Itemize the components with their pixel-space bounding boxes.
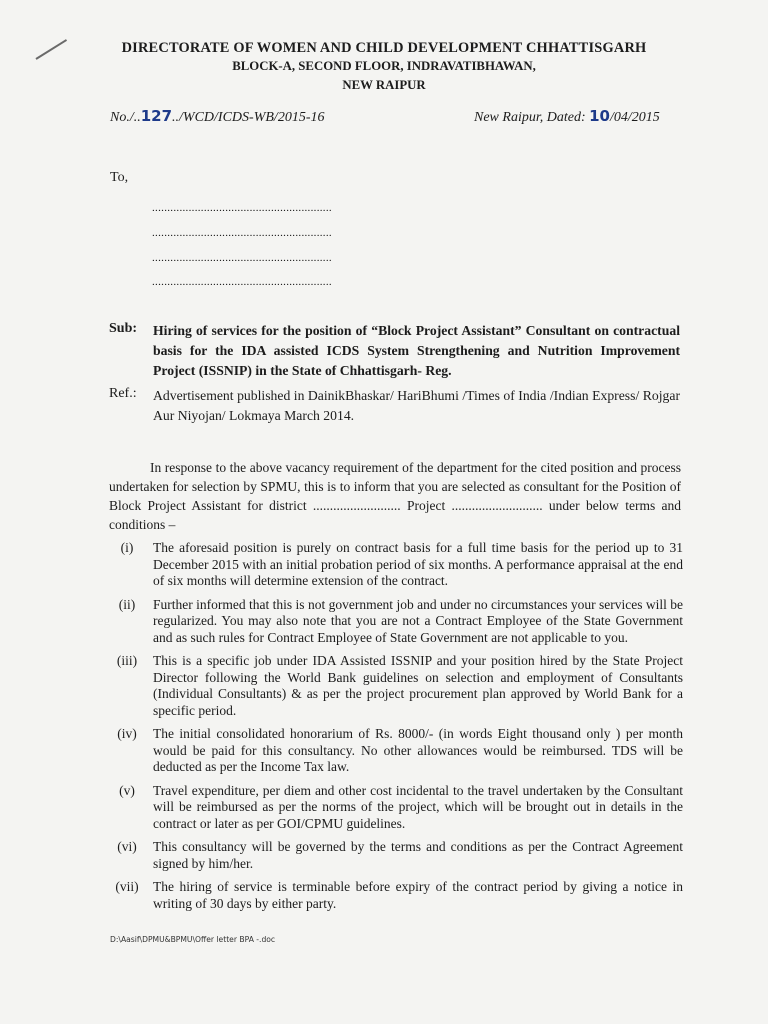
term-text: Travel expenditure, per diem and other cost incidental to the travel undertaken by the Consultant will be reimbursed as per the norms of the project, which will be brought out in details in the contract or later as per GOI/CPMU guidelines.	[153, 782, 683, 831]
reference-date	[474, 107, 660, 126]
reference-prefix: No./..	[110, 110, 141, 125]
reference-suffix: ../WCD/ICDS-WB/2015-16	[172, 110, 325, 125]
term-item	[105, 597, 683, 647]
address-line: ...........................................................	[152, 227, 332, 239]
term-item	[105, 783, 683, 833]
date-suffix: /04/2015	[609, 110, 660, 125]
address-line: ...........................................................	[152, 202, 332, 214]
term-item	[105, 540, 683, 590]
term-text: This consultancy will be governed by the terms and conditions as per the Contract Agreement signed by him/her.	[153, 839, 683, 871]
handwritten-day: 10	[589, 107, 610, 125]
address-line: ...........................................................	[152, 252, 332, 264]
subject-text: Hiring of services for the position of “Block Project Assistant” Consultant on contractual basis for the IDA assisted ICDS System Strengthening and Nutrition Improvement Project (ISSNIP) in the State of Chhattisgarh- Reg.	[153, 323, 680, 378]
file-path-footer: D:\Aasif\DPMU&BPMU\Offer letter BPA -.doc	[110, 935, 276, 944]
term-item	[105, 879, 683, 912]
term-text: The hiring of service is terminable before expiry of the contract period by giving a notice in writing of 30 days by either party.	[153, 879, 683, 911]
term-number: (ii)	[118, 596, 136, 612]
term-number: (iv)	[117, 726, 137, 741]
handwritten-number: 127	[140, 107, 173, 125]
term-text: The aforesaid position is purely on contract basis for a full time basis for the period up to 31 December 2015 with an initial probation period of six months. A performance appraisal at the end of six months will determine extension of the contract.	[153, 540, 683, 588]
term-number: (vii)	[115, 879, 139, 894]
term-number: (vi)	[117, 839, 137, 854]
terms-list	[105, 540, 683, 919]
subject-label: Sub:	[109, 321, 138, 336]
term-number: (v)	[119, 782, 135, 798]
ref-text: Advertisement published in DainikBhaskar/ HariBhumi /Times of India /Indian Express/ Rojgar Aur Niyojan/ Lokmaya March 2014.	[153, 388, 680, 423]
term-item	[105, 653, 683, 719]
intro-text: In response to the above vacancy requirement of the department for the cited position and process undertaken for selection by SPMU, this is to inform that you are selected as consultant for the Position of Block Project Assistant for district .......................... Project ........................... under below terms and conditions –	[109, 460, 681, 532]
intro-paragraph	[109, 458, 681, 534]
term-text: This is a specific job under IDA Assisted ISSNIP and your position hired by the State Project Director following the World Bank guidelines on selection and employment of Consultants (Individual Consultants) & as per the project procurement plan approved by World Bank for a specific period.	[153, 653, 683, 718]
header-title: DIRECTORATE OF WOMEN AND CHILD DEVELOPMENT CHHATTISGARH	[121, 40, 647, 56]
term-item	[105, 726, 683, 776]
reference-number	[110, 107, 324, 126]
address-line: ...........................................................	[152, 276, 332, 288]
ref-label: Ref.:	[109, 386, 137, 401]
term-text: Further informed that this is not government job and under no circumstances your services will be regularized. You may also note that you are not a Contract Employee of the State Government and as such rules for Contract Employee of State Government are not applicable to you.	[153, 596, 683, 645]
term-item	[105, 839, 683, 872]
salutation-to: To,	[110, 170, 129, 185]
term-number: (i)	[120, 540, 134, 555]
date-prefix: New Raipur, Dated:	[474, 110, 590, 125]
term-number: (iii)	[116, 653, 138, 668]
header-address: BLOCK-A, SECOND FLOOR, INDRAVATIBHAWAN,	[232, 59, 536, 73]
header-city: NEW RAIPUR	[342, 78, 426, 92]
term-text: The initial consolidated honorarium of Rs. 8000/- (in words Eight thousand only ) per month would be paid for this consultancy. No other allowances would be reimbursed. TDS will be deducted as per the Income Tax law.	[153, 726, 683, 774]
